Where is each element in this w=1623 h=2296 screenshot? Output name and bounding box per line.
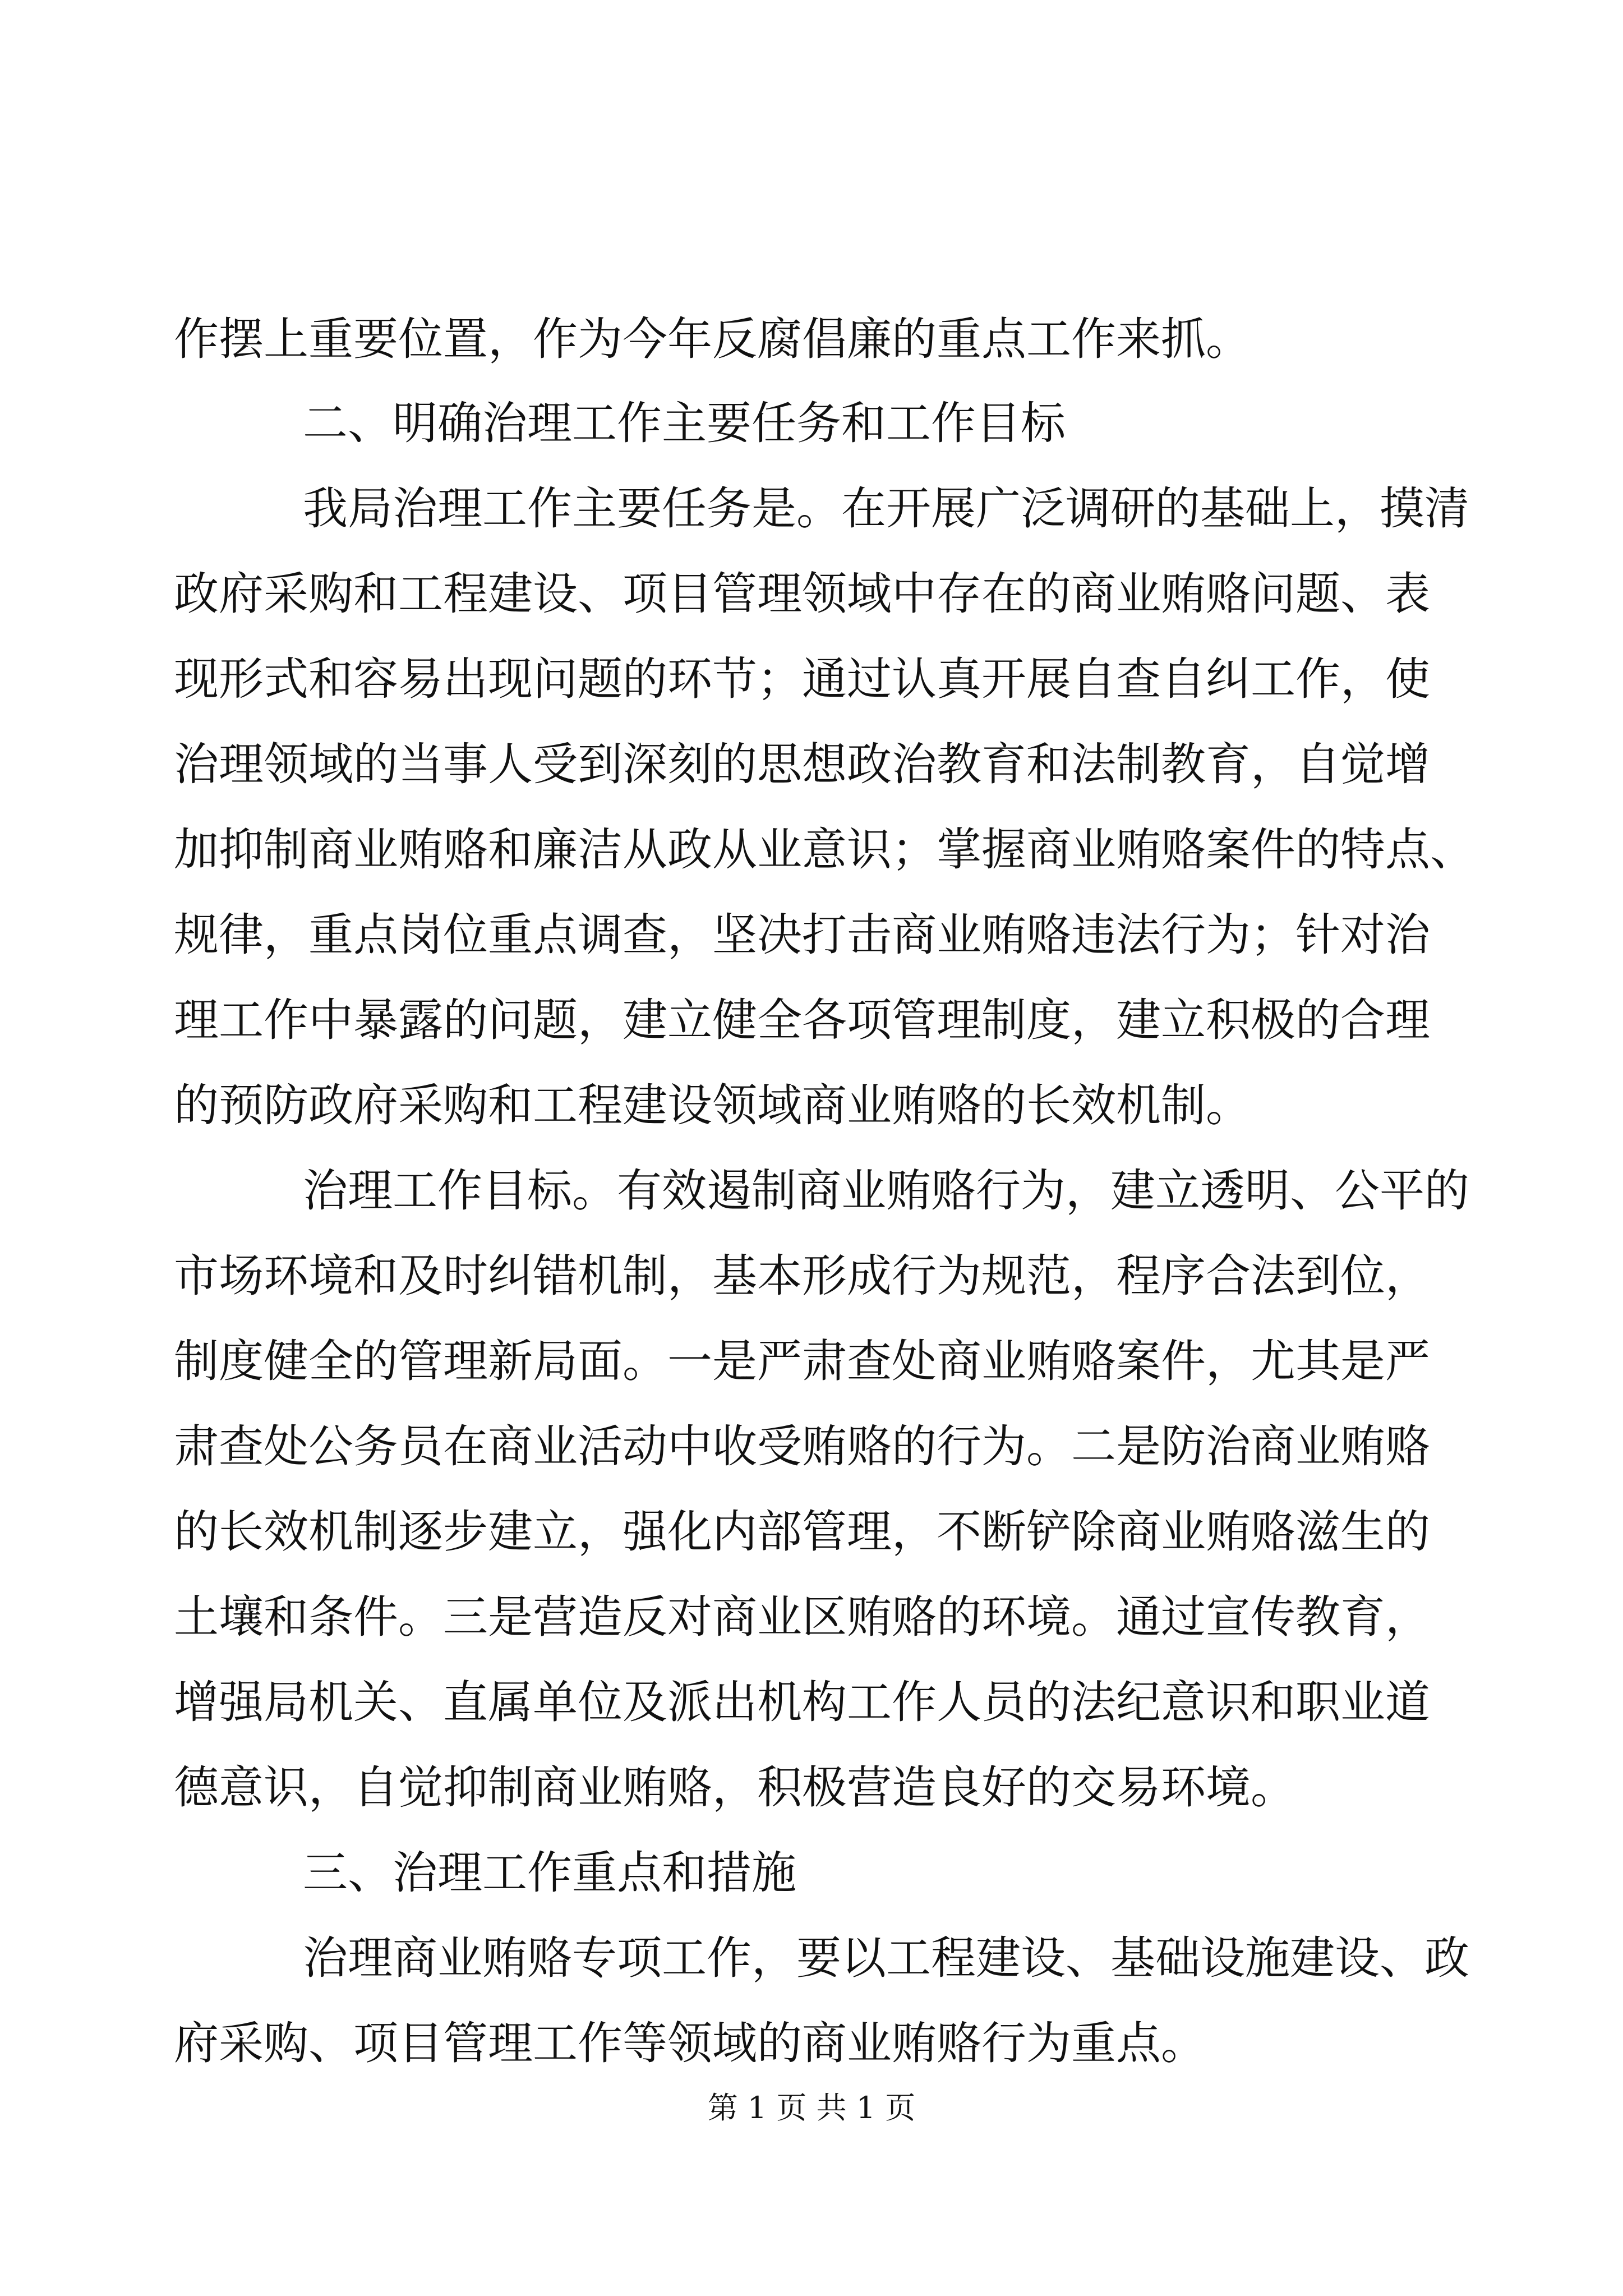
text-line: 作摆上重要位置，作为今年反腐倡廉的重点工作来抓。 [174,313,1251,365]
text-line: 理工作中暴露的问题，建立健全各项管理制度，建立积极的合理 [174,994,1430,1046]
text-line: 德意识，自觉抑制商业贿赂，积极营造良好的交易环境。 [174,1761,1295,1814]
text-line: 市场环境和及时纠错机制，基本形成行为规范，程序合法到位， [174,1250,1430,1302]
text-line: 治理商业贿赂专项工作，要以工程建设、基础设施建设、政 [303,1932,1469,1984]
text-line: 肃查处公务员在商业活动中收受贿赂的行为。二是防治商业贿赂 [174,1420,1430,1473]
text-line: 制度健全的管理新局面。一是严肃查处商业贿赂案件，尤其是严 [174,1335,1430,1387]
text-line: 治理领域的当事人受到深刻的思想政治教育和法制教育，自觉增 [174,738,1430,790]
text-line: 规律，重点岗位重点调查，坚决打击商业贿赂违法行为；针对治 [174,909,1430,961]
text-line: 加抑制商业贿赂和廉洁从政从业意识；掌握商业贿赂案件的特点、 [174,823,1475,876]
text-line: 治理工作目标。有效遏制商业贿赂行为，建立透明、公平的 [303,1165,1469,1217]
text-line: 政府采购和工程建设、项目管理领域中存在的商业贿赂问题、表 [174,568,1430,620]
text-line: 现形式和容易出现问题的环节；通过认真开展自查自纠工作，使 [174,653,1430,705]
text-line: 府采购、项目管理工作等领域的商业贿赂行为重点。 [174,2017,1206,2069]
section-heading: 三、治理工作重点和措施 [303,1847,796,1899]
section-heading: 二、明确治理工作主要任务和工作目标 [303,397,1066,449]
page-number-footer: 第 1 页 共 1 页 [707,2090,916,2125]
text-line: 土壤和条件。三是营造反对商业区贿赂的环境。通过宣传教育， [174,1591,1430,1643]
text-line: 的预防政府采购和工程建设领域商业贿赂的长效机制。 [174,1079,1251,1131]
text-line: 我局治理工作主要任务是。在开展广泛调研的基础上，摸清 [303,482,1469,535]
text-line: 的长效机制逐步建立，强化内部管理，不断铲除商业贿赂滋生的 [174,1506,1430,1558]
text-line: 增强局机关、直属单位及派出机构工作人员的法纪意识和职业道 [174,1676,1430,1728]
